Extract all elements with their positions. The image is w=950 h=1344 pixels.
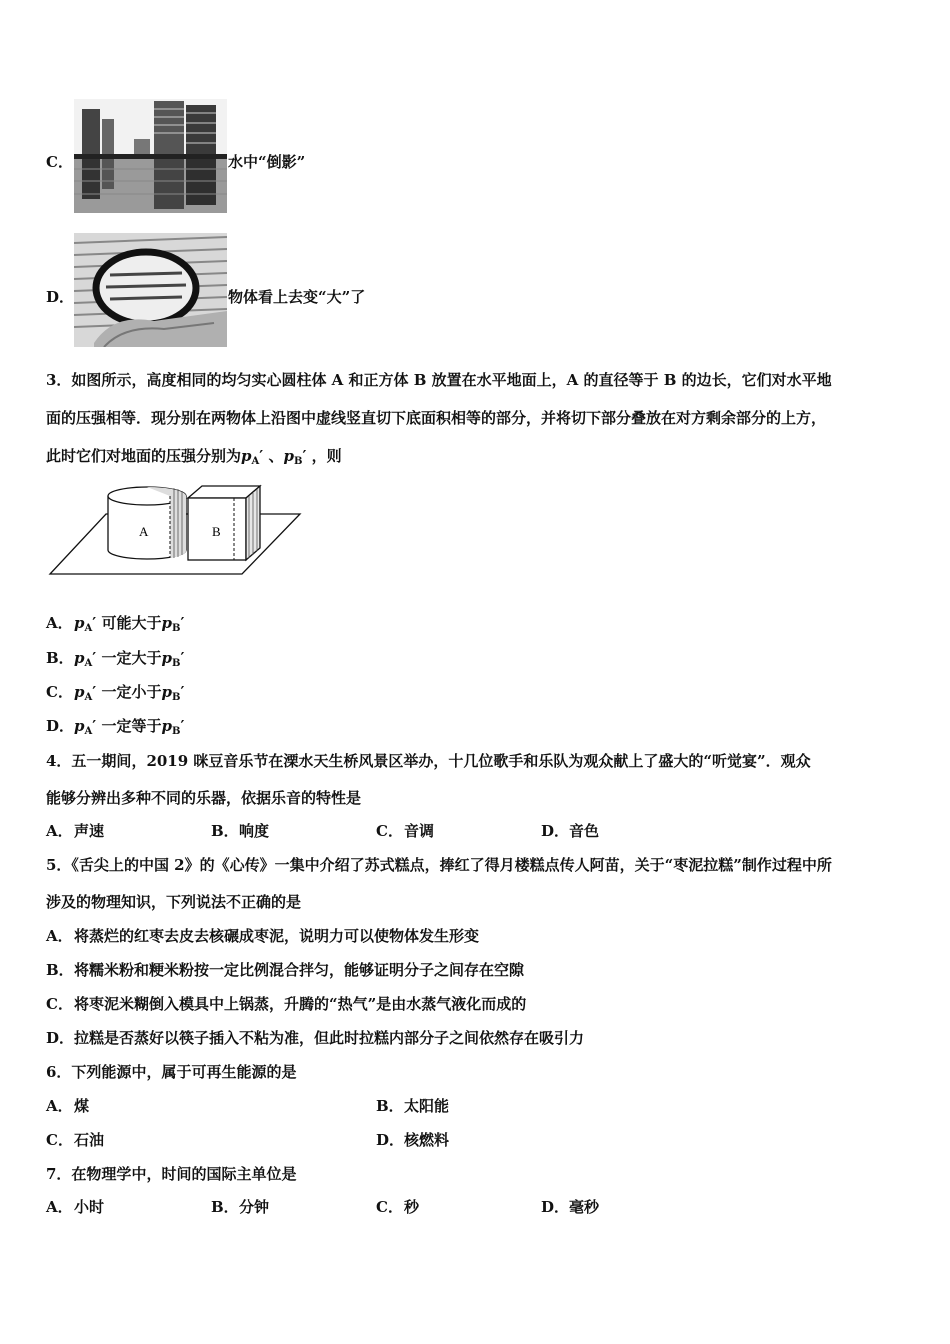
q3-option-d[interactable]: D．$p_A'$ 一定等于$p_B'$ bbox=[46, 717, 185, 737]
option-c-text: 水中“倒影” bbox=[228, 153, 306, 171]
q3-line2: 面的压强相等．现分别在两物体上沿图中虚线竖直切下底面积相等的部分，并将切下部分叠放在对方剩余部分的上方， bbox=[46, 409, 827, 427]
cylinder-cube-diagram bbox=[46, 484, 304, 578]
q6-option-a[interactable]: A．煤 bbox=[46, 1097, 90, 1115]
q4-line2: 能够分辨出多种不同的乐器，依据乐音的特性是 bbox=[46, 789, 362, 807]
q4-option-b[interactable]: B．响度 bbox=[211, 822, 270, 840]
label-b: B bbox=[212, 524, 221, 539]
q5-option-d[interactable]: D．拉糕是否蒸好以筷子插入不粘为准，但此时拉糕内部分子之间依然存在吸引力 bbox=[46, 1029, 585, 1047]
magnifier-photo bbox=[74, 233, 227, 347]
q7-option-b[interactable]: B．分钟 bbox=[211, 1198, 270, 1216]
q3-option-a[interactable]: A．$p_A'$ 可能大于$p_B'$ bbox=[46, 614, 185, 634]
q5-line2: 涉及的物理知识，下列说法不正确的是 bbox=[46, 893, 302, 911]
q6-line1: 6．下列能源中，属于可再生能源的是 bbox=[46, 1063, 297, 1081]
q7-line1: 7．在物理学中，时间的国际主单位是 bbox=[46, 1165, 297, 1183]
q6-option-c[interactable]: C．石油 bbox=[46, 1131, 105, 1149]
q4-option-d[interactable]: D．音色 bbox=[541, 822, 600, 840]
q4-line1: 4．五一期间，2019 咪豆音乐节在溧水天生桥风景区举办，十几位歌手和乐队为观众献上了盛大的“听觉宴”．观众 bbox=[46, 752, 811, 770]
option-d-text: 物体看上去变“大”了 bbox=[228, 288, 366, 306]
q5-line1: 5．《舌尖上的中国 2》的《心传》一集中介绍了苏式糕点，捧红了得月楼糕点传人阿苗，关于“枣泥拉糕”制作过程中所 bbox=[46, 856, 832, 874]
q7-option-c[interactable]: C．秒 bbox=[376, 1198, 420, 1216]
q5-option-c[interactable]: C．将枣泥米糊倒入模具中上锅蒸，升腾的“热气”是由水蒸气液化而成的 bbox=[46, 995, 527, 1013]
label-a: A bbox=[139, 524, 149, 539]
q3-line1: 3．如图所示，高度相同的均匀实心圆柱体 A 和正方体 B 放置在水平地面上，A 的直径等于 B 的边长，它们对水平地 bbox=[46, 371, 832, 389]
q4-option-c[interactable]: C．音调 bbox=[376, 822, 435, 840]
q7-option-d[interactable]: D．毫秒 bbox=[541, 1198, 600, 1216]
q5-option-a[interactable]: A．将蒸烂的红枣去皮去核碾成枣泥，说明力可以使物体发生形变 bbox=[46, 927, 480, 945]
q6-option-d[interactable]: D．核燃料 bbox=[376, 1131, 450, 1149]
option-d-label: D． bbox=[46, 288, 75, 306]
reflection-photo bbox=[74, 99, 227, 213]
q6-option-b[interactable]: B．太阳能 bbox=[376, 1097, 450, 1115]
q3-option-c[interactable]: C．$p_A'$ 一定小于$p_B'$ bbox=[46, 683, 185, 703]
q3-line3: 此时它们对地面的压强分别为$p_A'$ 、$p_B'$ ，则 bbox=[46, 447, 342, 467]
q5-option-b[interactable]: B．将糯米粉和粳米粉按一定比例混合拌匀，能够证明分子之间存在空隙 bbox=[46, 961, 525, 979]
q4-option-a[interactable]: A．声速 bbox=[46, 822, 105, 840]
option-c-label: C． bbox=[46, 153, 73, 171]
q7-option-a[interactable]: A．小时 bbox=[46, 1198, 105, 1216]
q3-option-b[interactable]: B．$p_A'$ 一定大于$p_B'$ bbox=[46, 649, 185, 669]
